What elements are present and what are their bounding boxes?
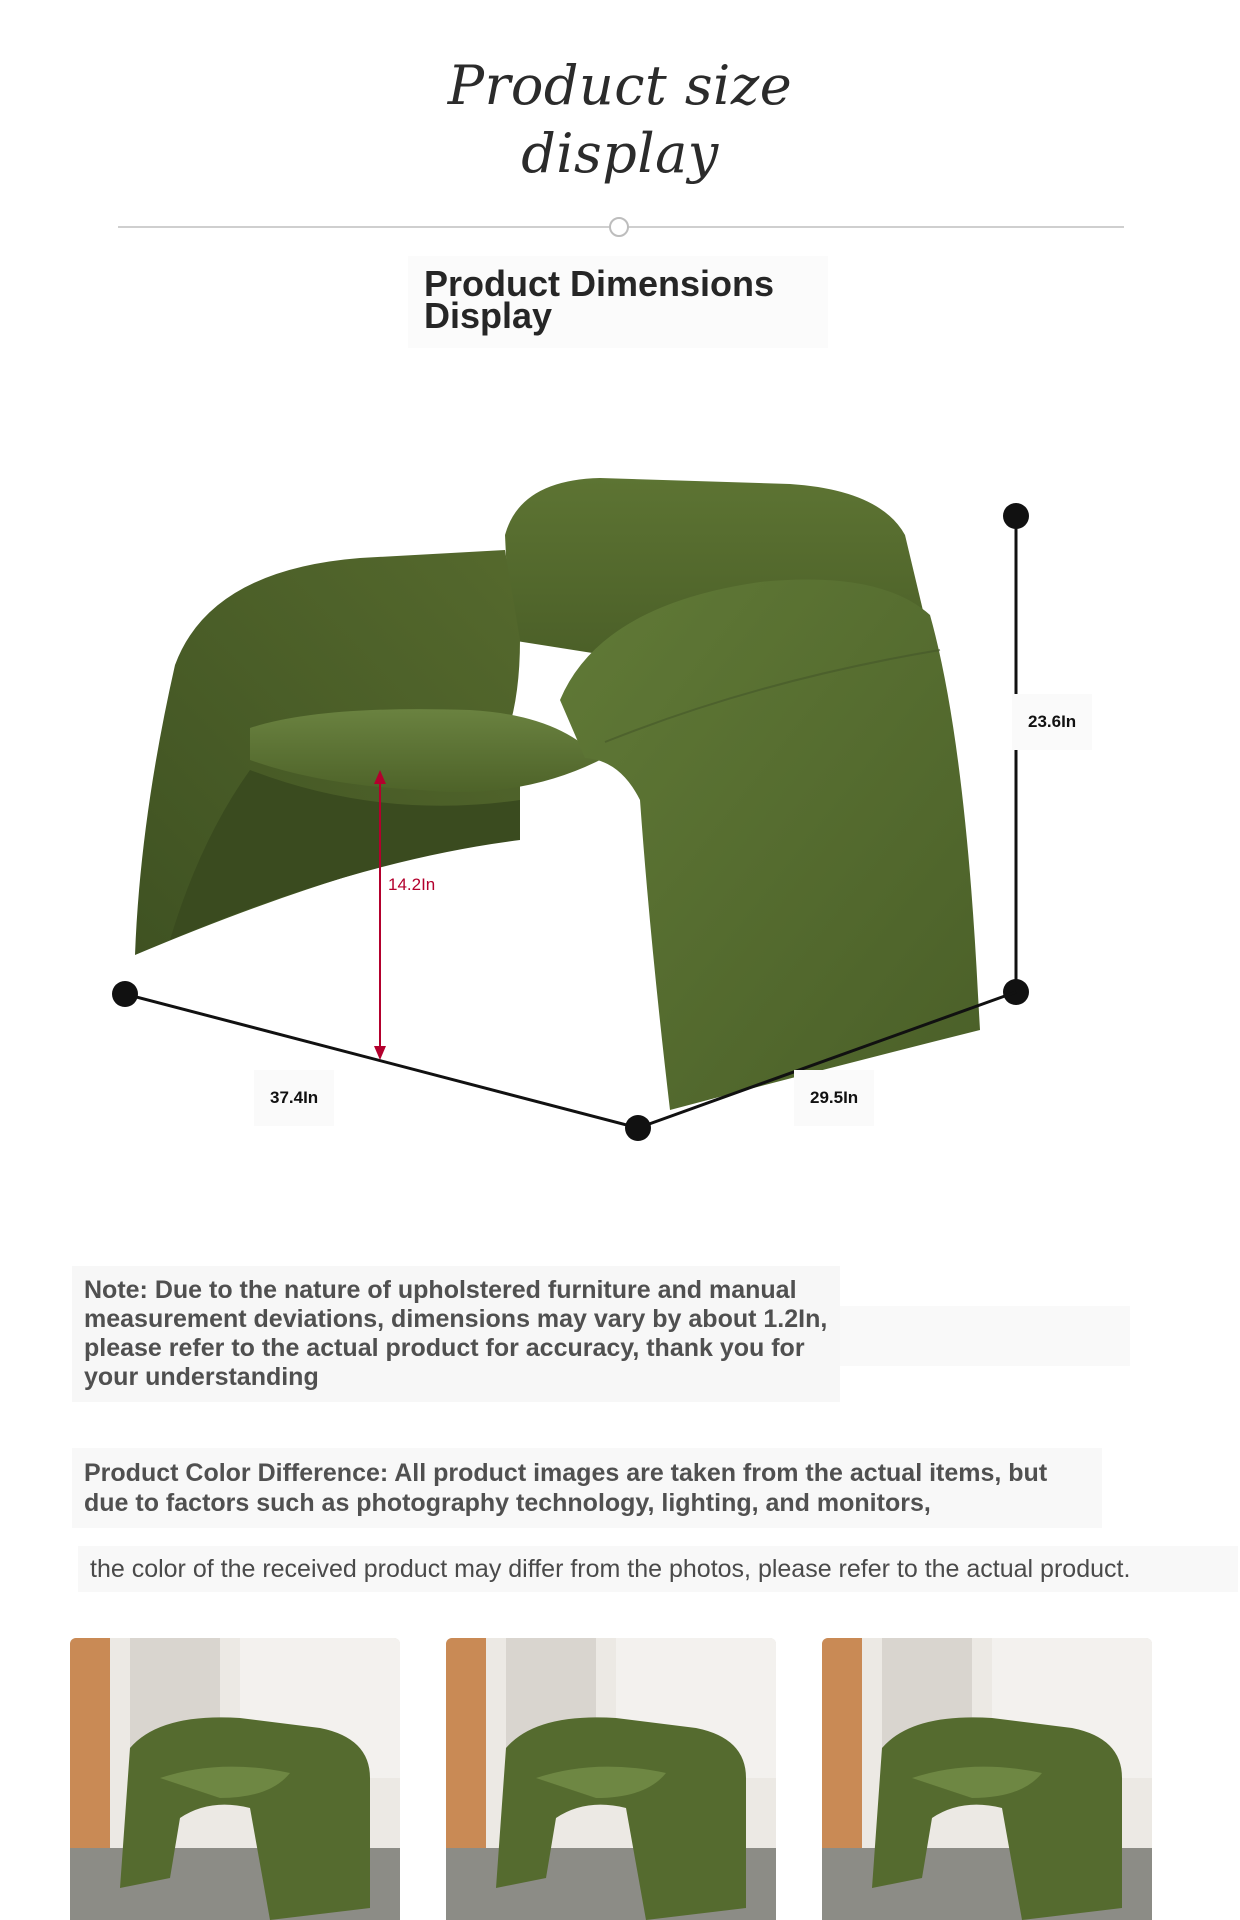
depth-label: 29.5In (794, 1070, 874, 1126)
width-label: 37.4In (254, 1070, 334, 1126)
dimensions-heading-line-1: Product Dimensions (424, 263, 775, 304)
dimensions-heading (408, 256, 828, 348)
page-title (0, 52, 1240, 188)
height-label: 23.6In (1012, 694, 1092, 750)
divider-circle-ornament (609, 217, 629, 237)
chair-photo-1 (70, 1638, 400, 1920)
color-difference-note: Product Color Difference: All product images are taken from the actual items, but due to factors such as photography technology, lighting, and monitors, (72, 1448, 1102, 1528)
chair-dimension-diagram (0, 440, 1240, 1160)
seat-height-label: 14.2In (388, 875, 436, 894)
chair-photo-2 (446, 1638, 776, 1920)
dimensions-heading-line-2: Display (424, 295, 553, 336)
chair-photo-3 (822, 1638, 1152, 1920)
chair-right-arm (560, 579, 980, 1110)
measurement-note: Note: Due to the nature of upholstered furniture and manual measurement deviations, dimensions may vary by about 1.2In, please refer to the actual product for accuracy, thank you for your understanding (72, 1266, 840, 1402)
page-title-line-1: Product size (447, 54, 793, 117)
page-title-line-2: display (521, 122, 719, 185)
note-background-extension (840, 1306, 1130, 1366)
color-difference-note-continued: the color of the received product may differ from the photos, please refer to the actual product. (78, 1546, 1238, 1592)
